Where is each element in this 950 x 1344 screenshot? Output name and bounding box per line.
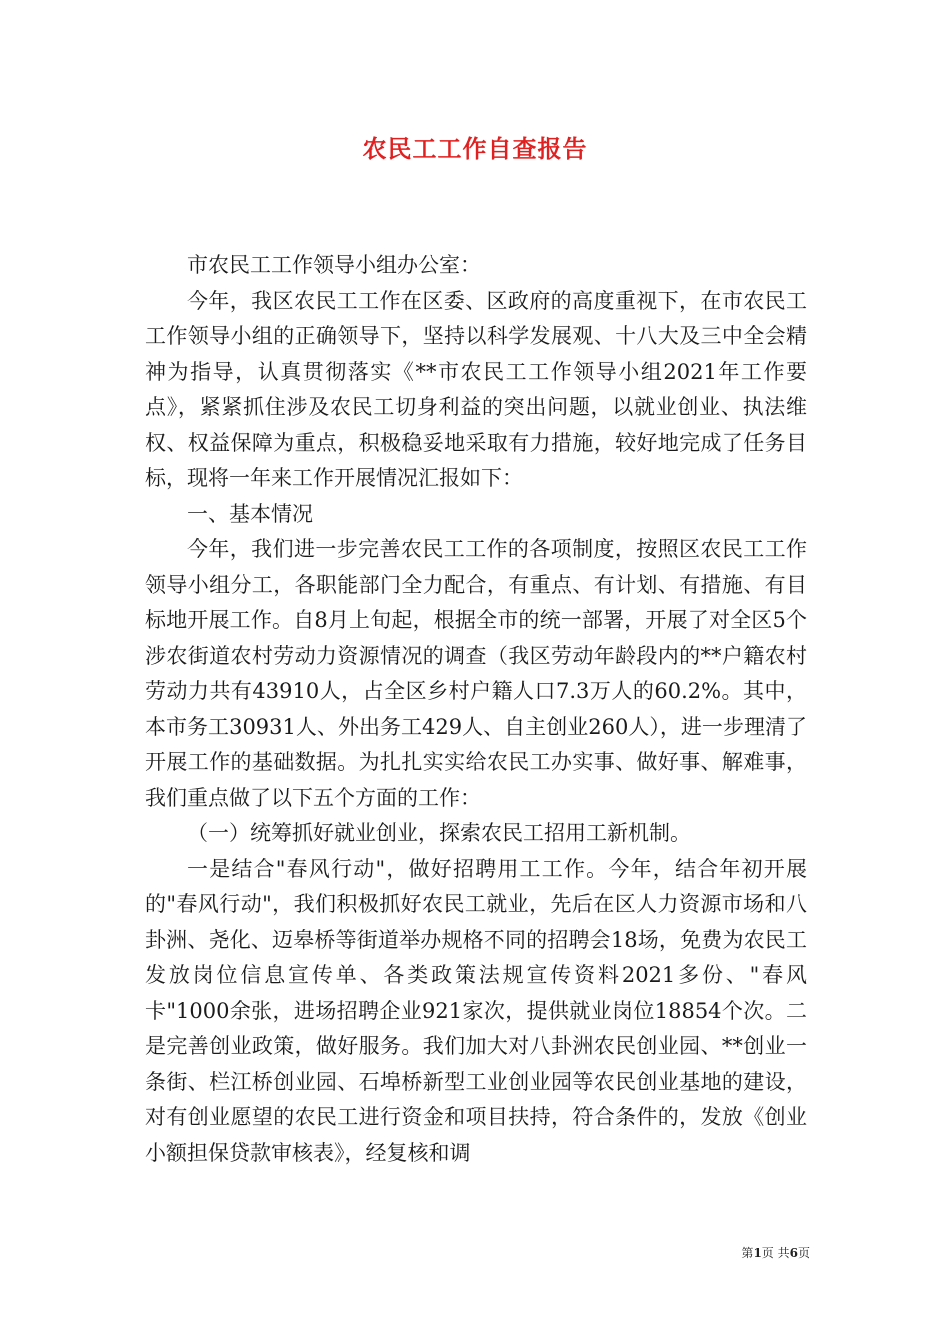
section-heading: 一、基本情况 [187,501,313,526]
document-body [145,248,807,1171]
current-page: 1 [753,1246,762,1260]
employment-paragraph: 一是结合"春风行动"，做好招聘用工工作。今年，结合年初开展的"春风行动"，我们积极抓好农民工就业，先后在区人力资源市场和八卦洲、尧化、迈皋桥等街道举办规格不同的招聘会18场，免费为农民工发放岗位信息宣传单、各类政策法规宣传资料2021多份、"春风卡"1000余张，进场招聘企业921家次，提供就业岗位18854个次。二是完善创业政策，做好服务。我们加大对八卦洲农民创业园、**创业一条街、栏江桥创业园、石埠桥新型工业创业园等农民创业基地的建设，对有创业愿望的农民工进行资金和项目扶持，符合条件的，发放《创业小额担保贷款审核表》，经复核和调 [145,856,807,1165]
total-pages: 6 [789,1246,798,1260]
intro-paragraph: 今年，我区农民工工作在区委、区政府的高度重视下，在市农民工工作领导小组的正确领导下，坚持以科学发展观、十八大及三中全会精神为指导，认真贯彻落实《**市农民工工作领导小组2021年工作要点》，紧紧抓住涉及农民工切身利益的突出问题，以就业创业、执法维权、权益保障为重点，积极稳妥地采取有力措施，较好地完成了任务目标，现将一年来工作开展情况汇报如下： [145,288,807,490]
page-middle: 页 共 [761,1246,790,1260]
page-prefix: 第 [741,1246,754,1260]
salutation: 市农民工工作领导小组办公室： [187,253,481,277]
subsection-heading: （一）统筹抓好就业创业，探索农民工招用工新机制。 [187,821,691,845]
page-suffix: 页 [797,1246,810,1260]
document-title: 农民工工作自查报告 [362,134,588,163]
basic-situation-paragraph: 今年，我们进一步完善农民工工作的各项制度，按照区农民工工作领导小组分工，各职能部门全力配合，有重点、有计划、有措施、有目标地开展工作。自8月上旬起，根据全市的统一部署，开展了对全区5个涉农街道农村劳动力资源情况的调查（我区劳动年龄段内的**户籍农村劳动力共有43910人，占全区乡村户籍人口7.3万人的60.2%。其中，本市务工30931人、外出务工429人、自主创业260人），进一步理清了开展工作的基础数据。为扎扎实实给农民工办实事、做好事、解难事，我们重点做了以下五个方面的工作： [145,537,807,810]
page-number [700,1245,810,1261]
